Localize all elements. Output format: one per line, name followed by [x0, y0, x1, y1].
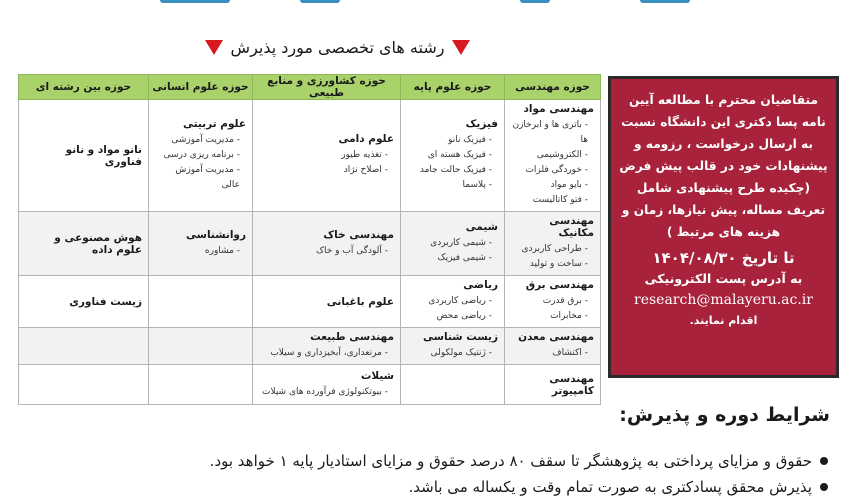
field-name: مهندسی مکانیک — [549, 215, 594, 239]
table-cell-interdisciplinary — [19, 100, 149, 212]
table-cell-agriculture — [253, 365, 401, 405]
table-row — [19, 328, 601, 365]
sub-field: - ریاضی کاربردی — [407, 294, 498, 309]
list-item: پذیرش محقق پسادکتری به صورت تمام وقت و یکساله می باشد. — [10, 474, 830, 500]
sub-field: - الکتروشیمی — [511, 148, 594, 163]
field-name: مهندسی کامپیوتر — [549, 372, 594, 397]
red-arrow-icon — [452, 40, 470, 55]
table-cell-interdisciplinary — [19, 212, 149, 276]
table-cell-interdisciplinary — [19, 365, 149, 405]
sub-field: - آلودگی آب و خاک — [259, 244, 394, 259]
field-name: علوم تربیتی — [182, 118, 246, 130]
email-address-label: به آدرس پست الکترونیکی — [644, 271, 803, 286]
table-cell-humanities — [149, 100, 253, 212]
sub-field: - مخابرات — [511, 309, 594, 324]
field-name: مهندسی طبیعت — [310, 331, 394, 343]
table-row — [19, 365, 601, 405]
table-cell-basic-sciences — [401, 100, 505, 212]
table-cell-agriculture — [253, 328, 401, 365]
fields-title — [200, 33, 475, 61]
table-cell-interdisciplinary — [19, 328, 149, 365]
sub-field: - ریاضی محض — [407, 309, 498, 324]
field-name: مهندسی معدن — [518, 331, 594, 343]
table-cell-agriculture — [253, 100, 401, 212]
sub-field: - تغذیه طیور — [259, 148, 394, 163]
field-name: زیست فناوری — [69, 295, 142, 308]
announcement-action: اقدام نمایند. — [689, 314, 758, 327]
table-cell-engineering — [505, 365, 601, 405]
field-name: فیزیک — [465, 118, 498, 130]
sub-field: - باتری ها و ابرخازن ها — [511, 118, 594, 148]
field-name: شیمی — [465, 221, 498, 233]
table-cell-engineering — [505, 328, 601, 365]
sub-field: - مدیریت آموزشی — [155, 133, 246, 148]
column-header: حوزه علوم پایه — [401, 75, 505, 100]
table-cell-humanities — [149, 328, 253, 365]
table-cell-humanities — [149, 365, 253, 405]
table-cell-interdisciplinary — [19, 276, 149, 328]
sub-field: - بایو مواد — [511, 178, 594, 193]
sub-field: - اصلاح نژاد — [259, 163, 394, 178]
red-arrow-icon — [205, 40, 223, 55]
table-cell-engineering — [505, 100, 601, 212]
field-name: علوم دامی — [338, 133, 394, 145]
field-name: مهندسی برق — [525, 279, 594, 291]
field-name: نانو مواد و نانو فناوری — [65, 143, 142, 168]
table-cell-basic-sciences — [401, 328, 505, 365]
table-row — [19, 276, 601, 328]
sub-field: - فیزیک حالت جامد — [407, 163, 498, 178]
sub-field: - برق قدرت — [511, 294, 594, 309]
field-name: روانشناسی — [186, 228, 246, 241]
sub-field: - فتو کاتالیست — [511, 193, 594, 208]
email-link[interactable]: research@malayeru.ac.ir — [634, 292, 813, 308]
field-name: هوش مصنوعی و علوم داده — [54, 231, 142, 256]
deadline-date: تا تاریخ ۱۴۰۴/۰۸/۳۰ — [652, 249, 795, 267]
field-name: مهندسی مواد — [523, 103, 594, 115]
sub-field: - شیمی کاربردی — [407, 236, 498, 251]
table-cell-agriculture — [253, 212, 401, 276]
list-item: حقوق و مزایای پرداختی به پژوهشگر تا سقف ۸۰ درصد حقوق و مزایای استادیار پایه ۱ خواهد بود. — [10, 448, 830, 474]
table-cell-humanities — [149, 212, 253, 276]
sub-field: - خوردگی فلزات — [511, 163, 594, 178]
field-name: زیست شناسی — [423, 331, 498, 343]
conditions-list — [10, 448, 830, 500]
sub-field: - طراحی کاربردی — [511, 242, 594, 257]
sub-field: - ژنتیک مولکولی — [407, 346, 498, 361]
table-cell-basic-sciences — [401, 212, 505, 276]
announcement-body: متقاضیان محترم با مطالعه آیین نامه پسا دکتری این دانشگاه نسبت به ارسال درخواست ، رزومه و پیشنهادات خود در قالب پیش فرض (چکیده طرح پیشنهادی شامل تعریف مساله، پیش نیازها، زمان و هزینه های مرتبط ) — [619, 93, 828, 239]
sub-field: - مدیریت آموزش عالی — [155, 163, 246, 193]
field-name: ریاضی — [463, 279, 498, 291]
column-header: حوزه بین رشته ای — [19, 75, 149, 100]
conditions-title: شرایط دوره و پذیرش: — [619, 404, 830, 426]
table-cell-agriculture — [253, 276, 401, 328]
fields-title-text: رشته های تخصصی مورد پذیرش — [230, 37, 445, 57]
table-row — [19, 100, 601, 212]
sub-field: - فیزیک هسته ای — [407, 148, 498, 163]
table-cell-basic-sciences — [401, 276, 505, 328]
column-header: حوزه علوم انسانی — [149, 75, 253, 100]
table-header-row — [19, 75, 601, 100]
fields-table — [18, 74, 601, 405]
table-cell-engineering — [505, 212, 601, 276]
sub-field: - شیمی فیزیک — [407, 251, 498, 266]
table-cell-humanities — [149, 276, 253, 328]
table-cell-basic-sciences — [401, 365, 505, 405]
column-header: حوزه مهندسی — [505, 75, 601, 100]
table-cell-engineering — [505, 276, 601, 328]
field-name: علوم باغبانی — [326, 295, 394, 308]
field-name: مهندسی خاک — [323, 228, 394, 241]
sub-field: - اکتشاف — [511, 346, 594, 361]
top-decoration-strip — [0, 0, 852, 6]
announcement-box — [608, 76, 839, 378]
sub-field: - فیزیک نانو — [407, 133, 498, 148]
table-row — [19, 212, 601, 276]
sub-field: - مشاوره — [155, 244, 246, 259]
sub-field: - برنامه ریزی درسی — [155, 148, 246, 163]
sub-field: - پلاسما — [407, 178, 498, 193]
sub-field: - ساخت و تولید — [511, 257, 594, 272]
column-header: حوزه کشاورزی و منابع طبیعی — [253, 75, 401, 100]
field-name: شیلات — [360, 369, 394, 382]
sub-field: - مرتعداری، آبخیزداری و سیلاب — [259, 346, 394, 361]
sub-field: - بیوتکنولوژی فرآورده های شیلات — [259, 385, 394, 400]
